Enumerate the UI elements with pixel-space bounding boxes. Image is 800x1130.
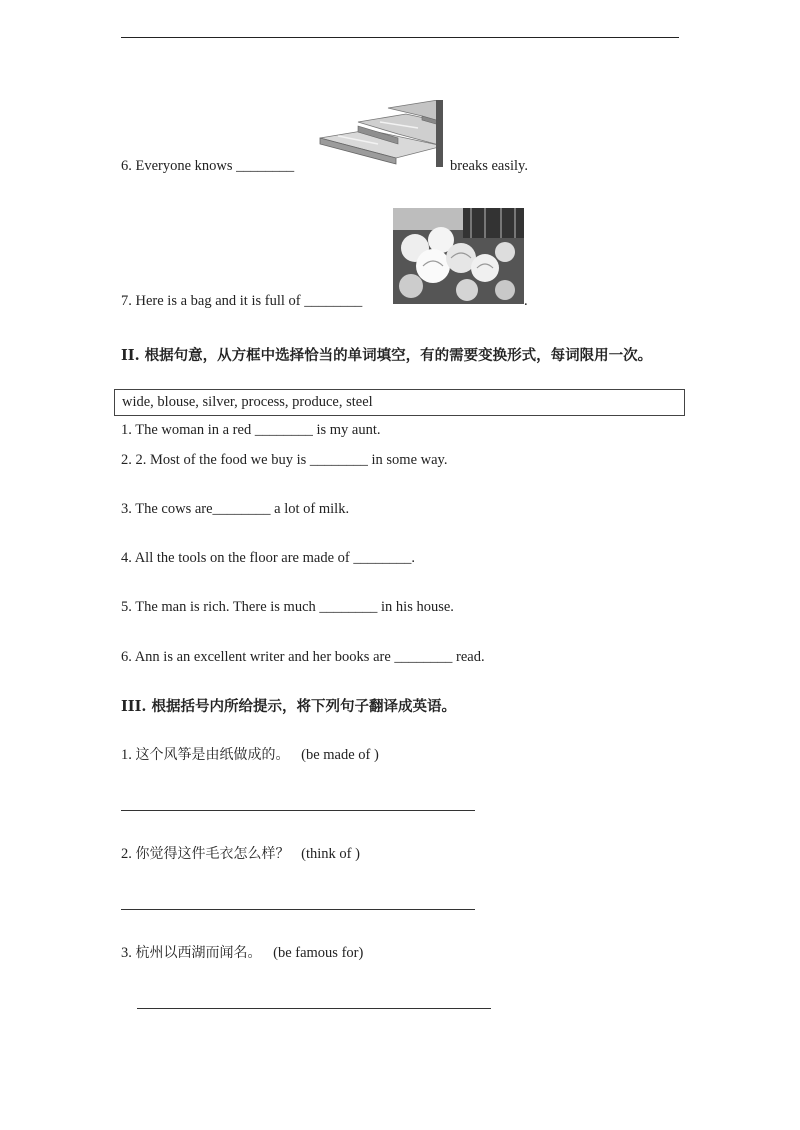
translation-3-number: 3. bbox=[121, 945, 132, 961]
answer-line-1 bbox=[121, 810, 475, 811]
translation-item-3 bbox=[121, 944, 363, 962]
word-box bbox=[114, 389, 685, 416]
translation-2-chinese: 你觉得这件毛衣怎么样？ bbox=[135, 846, 290, 862]
word-box-text: wide, blouse, silver, process, produce, steel bbox=[122, 394, 373, 410]
part2-item-2: 2. 2. Most of the food we buy is ________ in some way. bbox=[121, 452, 448, 468]
translation-item-2 bbox=[121, 845, 360, 863]
translation-2-hint: (think of ) bbox=[301, 846, 360, 862]
question-7-before: 7. Here is a bag and it is full of ________ bbox=[121, 293, 363, 309]
header-rule bbox=[121, 37, 679, 38]
cotton-picture bbox=[393, 208, 524, 304]
translation-2-number: 2. bbox=[121, 846, 132, 862]
part2-item-3: 3. The cows are________ a lot of milk. bbox=[121, 501, 350, 517]
translation-1-chinese: 这个风筝是由纸做成的。 bbox=[135, 747, 290, 763]
translation-3-chinese: 杭州以西湖而闻名。 bbox=[135, 945, 262, 961]
question-6-after: breaks easily. bbox=[450, 158, 528, 174]
translation-1-hint: (be made of ) bbox=[301, 747, 379, 763]
translation-item-1 bbox=[121, 746, 379, 764]
answer-line-2 bbox=[121, 909, 475, 910]
answer-line-3 bbox=[137, 1008, 491, 1009]
section-2-heading: II. 根据句意，从方框中选择恰当的单词填空，有的需要变换形式，每词限用一次。 bbox=[121, 347, 653, 364]
section-3-heading: III. 根据括号内所给提示，将下列句子翻译成英语。 bbox=[121, 698, 456, 715]
question-6-before: 6. Everyone knows ________ bbox=[121, 158, 295, 174]
translation-3-hint: (be famous for) bbox=[273, 945, 364, 961]
part2-item-4: 4. All the tools on the floor are made of ________. bbox=[121, 550, 415, 566]
translation-1-number: 1. bbox=[121, 747, 132, 763]
question-7-after: . bbox=[524, 293, 528, 309]
part2-item-6: 6. Ann is an excellent writer and her books are ________ read. bbox=[121, 649, 485, 665]
glass-sheets-picture bbox=[318, 100, 443, 167]
part2-item-1: 1. The woman in a red ________ is my aunt. bbox=[121, 422, 381, 438]
part2-item-5: 5. The man is rich. There is much ________ in his house. bbox=[121, 599, 454, 615]
